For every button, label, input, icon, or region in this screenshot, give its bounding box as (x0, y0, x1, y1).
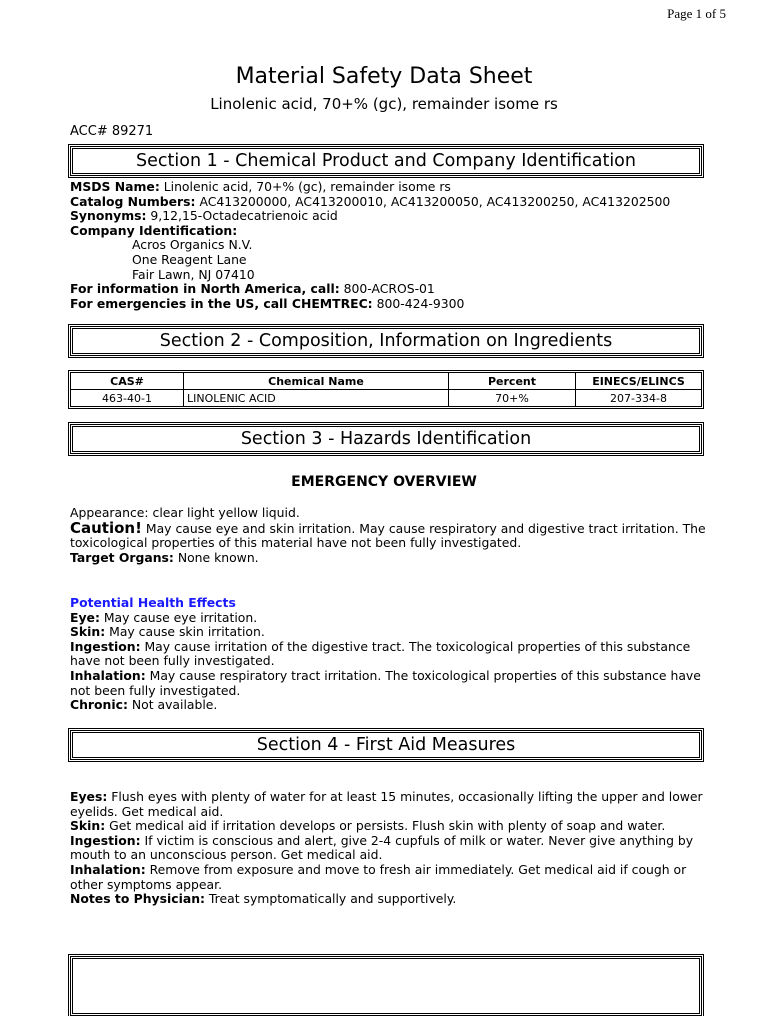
col-header-chemical-name: Chemical Name (184, 373, 449, 390)
caution-paragraph (70, 518, 710, 551)
appearance-line: Appearance: clear light yellow liquid. (70, 505, 300, 520)
first-aid-inhalation-value: Remove from exposure and move to fresh air immediately. Get medical aid if cough or other symptoms appear. (70, 861, 687, 892)
skin-label: Skin: (70, 624, 106, 640)
section-5-heading-partial (70, 956, 702, 1016)
emergency-overview-title: EMERGENCY OVERVIEW (291, 474, 477, 490)
ingestion-value: May cause irritation of the digestive tract. The toxicological properties of this substance have not been fully investigated. (70, 638, 691, 669)
target-organs-value: None known. (173, 549, 259, 565)
section-3-overview (70, 506, 710, 565)
msds-name-line (70, 180, 710, 195)
col-header-percent: Percent (449, 373, 576, 390)
cell-percent: 70+% (449, 390, 576, 407)
document-subtitle: Linolenic acid, 70+% (gc), remainder isome rs (210, 95, 558, 113)
company-line-1: Acros Organics N.V. (132, 237, 253, 253)
section-1-body (70, 180, 710, 311)
synonyms-line (70, 209, 710, 224)
skin-value: May cause skin irritation. (105, 624, 265, 640)
first-aid-eyes (70, 790, 710, 819)
catalog-label: Catalog Numbers: (70, 193, 196, 209)
company-line-3: Fair Lawn, NJ 07410 (132, 266, 255, 282)
inhalation-value: May cause respiratory tract irritation. The toxicological properties of this substance have not been fully investigated. (70, 667, 701, 698)
eye-value: May cause eye irritation. (99, 609, 258, 625)
company-label: Company Identification: (70, 222, 238, 238)
catalog-line (70, 195, 710, 210)
section-4-heading: Section 4 - First Aid Measures (70, 730, 702, 760)
first-aid-ingestion (70, 834, 710, 863)
inhalation-label: Inhalation: (70, 667, 146, 683)
section-3-heading: Section 3 - Hazards Identification (70, 424, 702, 454)
skin-line (70, 625, 710, 640)
company-line-2: One Reagent Lane (132, 251, 247, 267)
section-4-body (70, 790, 710, 907)
chronic-label: Chronic: (70, 697, 128, 713)
target-organs-label: Target Organs: (70, 549, 174, 565)
emergency-label: For emergencies in the US, call CHEMTREC: (70, 295, 373, 311)
eye-line (70, 611, 710, 626)
first-aid-skin-value: Get medical aid if irritation develops or persists. Flush skin with plenty of soap and water. (105, 818, 666, 834)
cell-einecs: 207-334-8 (576, 390, 702, 407)
page-number: Page 1 of 5 (667, 6, 726, 21)
emergency-line (70, 297, 710, 312)
document-title: Material Safety Data Sheet (235, 64, 533, 89)
section-3-health-effects (70, 596, 710, 713)
acc-number: ACC# 89271 (70, 124, 154, 139)
notes-to-physician (70, 892, 710, 907)
caution-word: Caution! (70, 518, 142, 537)
eye-label: Eye: (70, 609, 100, 625)
first-aid-inhalation (70, 863, 710, 892)
catalog-value: AC413200000, AC413200010, AC413200050, AC413200250, AC413202500 (195, 193, 671, 209)
first-aid-skin (70, 819, 710, 834)
first-aid-ingestion-label: Ingestion: (70, 832, 141, 848)
cell-chemical-name: LINOLENIC ACID (184, 390, 449, 407)
first-aid-ingestion-value: If victim is conscious and alert, give 2-4 cupfuls of milk or water. Never give anything by mouth to an unconscious person. Get medical aid. (70, 832, 694, 863)
notes-label: Notes to Physician: (70, 891, 205, 907)
section-2-heading: Section 2 - Composition, Information on Ingredients (70, 326, 702, 356)
north-america-label: For information in North America, call: (70, 281, 340, 297)
first-aid-eyes-label: Eyes: (70, 789, 108, 804)
section-1-heading: Section 1 - Chemical Product and Company Identification (70, 146, 702, 176)
synonyms-label: Synonyms: (70, 208, 147, 224)
msds-name-label: MSDS Name: (70, 179, 160, 194)
col-header-cas: CAS# (71, 373, 184, 390)
health-effects-title: Potential Health Effects (70, 595, 236, 610)
first-aid-skin-label: Skin: (70, 818, 106, 834)
table-row (71, 390, 702, 407)
first-aid-eyes-value: Flush eyes with plenty of water for at least 15 minutes, occasionally lifting the upper and lower eyelids. Get medical aid. (70, 789, 703, 819)
notes-value: Treat symptomatically and supportively. (204, 891, 457, 907)
target-organs-line (70, 551, 710, 566)
msds-name-value: Linolenic acid, 70+% (gc), remainder isome rs (159, 179, 451, 194)
chronic-value: Not available. (127, 697, 218, 713)
composition-table (70, 372, 702, 407)
ingestion-line (70, 640, 710, 669)
ingestion-label: Ingestion: (70, 638, 141, 654)
north-america-value: 800-ACROS-01 (339, 281, 435, 297)
first-aid-inhalation-label: Inhalation: (70, 861, 146, 877)
synonyms-value: 9,12,15-Octadecatrienoic acid (146, 208, 338, 224)
caution-text: May cause eye and skin irritation. May cause respiratory and digestive tract irritation. The toxicological properties of this material have not been fully investigated. (70, 520, 706, 551)
cell-cas: 463-40-1 (71, 390, 184, 407)
table-header-row (71, 373, 702, 390)
inhalation-line (70, 669, 710, 698)
chronic-line (70, 698, 710, 713)
north-america-line (70, 282, 710, 297)
col-header-einecs: EINECS/ELINCS (576, 373, 702, 390)
emergency-value: 800-424-9300 (372, 295, 465, 311)
